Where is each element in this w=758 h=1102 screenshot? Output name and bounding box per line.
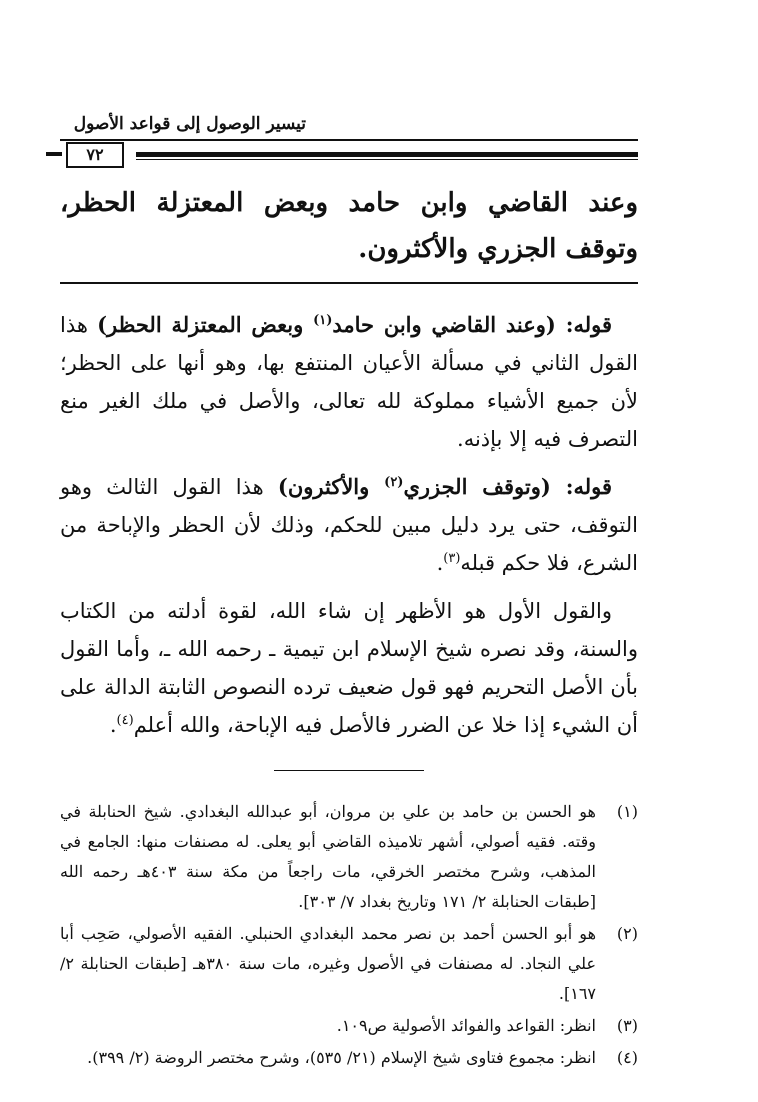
footnote-separator	[274, 770, 424, 771]
quote-lead-1: قوله: (وعند القاضي وابن حامد$^{(١)}$ وبعض المعتزلة الحظر)	[97, 312, 612, 337]
footnote-number: (٣)	[616, 1016, 638, 1035]
matn-separator	[60, 282, 638, 284]
book-page	[60, 108, 638, 1075]
commentary-end-3: .	[109, 713, 117, 737]
footnote-2	[60, 919, 638, 1009]
matn-text: وعند القاضي وابن حامد وبعض المعتزلة الحظر، وتوقف الجزري والأكثرون.	[60, 188, 638, 264]
commentary-text-2: هذا القول الثالث وهو التوقف، حتى يرد دليل مبين للحكم، وذلك لأن الحظر والإباحة من الشرع، فلا حكم قبله	[60, 475, 638, 575]
footnote-text: انظر: مجموع فتاوى شيخ الإسلام (٢١/ ٥٣٥)، وشرح مختصر الروضة (٢/ ٣٩٩).	[87, 1048, 596, 1067]
commentary-paragraph-1	[60, 306, 638, 458]
commentary-paragraph-2	[60, 468, 638, 582]
header-rule	[60, 139, 638, 141]
header-thin-line	[136, 159, 638, 160]
footnote-text: هو الحسن بن حامد بن علي بن مروان، أبو عبدالله البغدادي. شيخ الحنابلة في وقته. فقيه أصولي، أشهر تلاميذه القاضي أبو يعلى. له مصنفات منها: الجامع في المذهب، وشرح مختصر الخرقي، مات راجعاً من مكة سنة ٤٠٣هـ رحمه الله [طبقات الحنابلة ٢/ ١٧١ وتاريخ بغداد ٧/ ٣٠٣].	[60, 802, 597, 911]
commentary-text-1: هذا القول الثاني في مسألة الأعيان المنتفع بها، وهو أنها على الحظر؛ لأن جميع الأشياء مملوكة لله تعالى، والأصل في ملك الغير منع التصرف فيه إلا بإذنه.	[60, 313, 638, 451]
footnote-3	[60, 1011, 638, 1041]
page-number-dash	[46, 152, 62, 156]
header-bar	[60, 142, 638, 166]
footnote-ref-1[interactable]: (١)	[313, 313, 333, 328]
commentary-text-3: والقول الأول هو الأظهر إن شاء الله، لقوة أدلته من الكتاب والسنة، وقد نصره شيخ الإسلام ابن تيمية ـ رحمه الله ـ، وأما القول بأن الأصل التحريم فهو قول ضعيف ترده النصوص الثابتة الدالة على أن الشيء إذا خلا عن الضرر فالأصل فيه الإباحة، والله أعلم	[60, 599, 638, 737]
footnote-1	[60, 797, 638, 917]
footnote-ref-3[interactable]: (٣)	[443, 551, 461, 566]
book-title: تيسير الوصول إلى قواعد الأصول	[73, 114, 306, 134]
footnote-number: (١)	[616, 802, 638, 821]
running-head	[60, 108, 638, 140]
page-number: ٧٢	[66, 142, 124, 168]
commentary	[60, 306, 638, 744]
footnote-number: (٤)	[616, 1048, 638, 1067]
commentary-end-2: .	[436, 551, 444, 575]
header-thick-line	[136, 152, 638, 157]
footnote-ref-4[interactable]: (٤)	[116, 713, 134, 728]
footnote-text: هو أبو الحسن أحمد بن نصر محمد البغدادي الحنبلي. الفقيه الأصولي، صَحِب أبا علي النجاد. له مصنفات في الأصول وغيره، مات سنة ٣٨٠هـ [طبقات الحنابلة ٢/ ١٦٧].	[60, 924, 597, 1003]
footnote-ref-2[interactable]: (٢)	[384, 475, 404, 490]
footnotes	[60, 797, 638, 1073]
commentary-paragraph-3	[60, 592, 638, 744]
footnote-4	[60, 1043, 638, 1073]
footnote-number: (٢)	[616, 924, 638, 943]
quote-lead-2: قوله: (وتوقف الجزري$^{(٢)}$ والأكثرون)	[277, 474, 612, 499]
footnote-text: انظر: القواعد والفوائد الأصولية ص١٠٩.	[336, 1016, 596, 1035]
